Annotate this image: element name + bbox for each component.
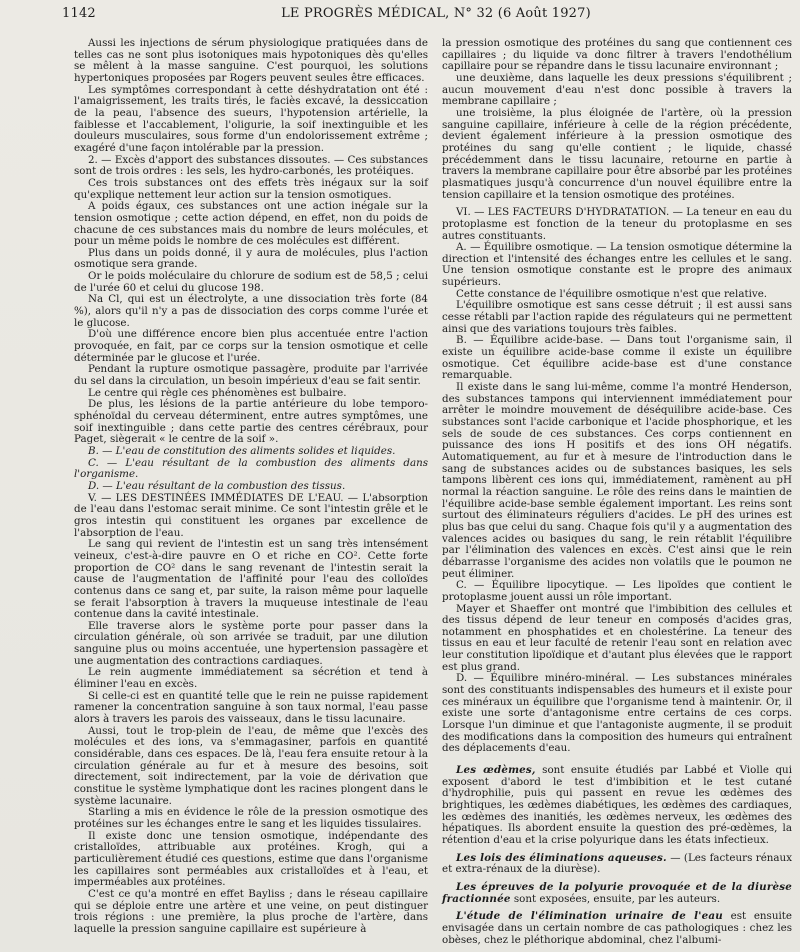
paragraph: Aussi, tout le trop-plein de l'eau, de même que l'excès des molécules et des ions, va s'emmagasiner, parfois en quantité considérable, dans ces espaces. De là, l'eau fera ensuite retour à la circulation générale au fur et à mesure des besoins, soit directement, soit indirectement, par la voie de dérivation que constitue le système lymphatique dont les racines plongent dans le système lacunaire. — [74, 724, 428, 807]
section-paragraph: V. — LES DESTINÉES IMMÉDIATES DE L'EAU. — L'absorption de l'eau dans l'estomac serait minime. Ce sont l'intestin grêle et le gros intestin qui constituent les organes par excellence de l'absorption de l'eau. — [74, 491, 428, 539]
running-title: LE PROGRÈS MÉDICAL, N° 32 (6 Août 1927) — [281, 6, 591, 21]
oedemes-paragraph — [442, 765, 792, 847]
paragraph: Starling a mis en évidence le rôle de la pression osmotique des protéines sur les échanges entre le sang et les liquides tissulaires. — [74, 806, 428, 830]
paragraph: Les symptômes correspondant à cette déshydratation ont été : l'amaigrissement, les traits tirés, le faciès excavé, la dessiccation de la peau, l'absence des sueurs, l'hypotension artérielle, la faiblesse et l'accablement, l'oligurie, la soif inextinguible et les douleurs musculaires, sous forme d'un endolorissement extrême ; exagéré d'une façon intolérable par la pression. — [74, 83, 428, 154]
paragraph: Le rein augmente immédiatement sa sécrétion et tend à éliminer l'eau en excès. — [74, 666, 428, 691]
epreuves-text: sont exposées, ensuite, par les auteurs. — [510, 892, 721, 905]
epreuves-paragraph — [442, 882, 792, 905]
paragraph: De plus, les lésions de la partie antérieure du lobe temporo-sphénoïdal du cerveau déterminent, entre autres symptômes, une soif inextinguible ; dans cette partie des centres cérébraux, pour Paget, siègerait « le centre de la soif ». — [74, 398, 428, 446]
paragraph: Le centre qui règle ces phénomènes est bulbaire. — [88, 386, 347, 399]
paragraph: Mayer et Shaeffer ont montré que l'imbibition des cellules et des tissus dépend de leur teneur en composés d'acides gras, notamment en phosphatides et en cholestérine. La teneur des tissus en eau et leur faculté de retenir l'eau sont en relation avec leur constitution lipoïdique et d'autant plus élevées que le rapport est plus grand. — [442, 602, 792, 673]
paragraph: Elle traverse alors le système porte pour passer dans la circulation générale, où son arrivée se traduit, par une dilution sanguine plus ou moins accentuée, une hypertension passagère et une augmentation des contractions cardiaques. — [74, 619, 428, 667]
paragraph: Il existe dans le sang lui-même, comme l'a montré Henderson, des substances tampons qui interviennent immédiatement pour arrêter le moindre mouvement de déséquilibre acide-base. Ces substances sont l'acide carbonique et l'acide phosphorique, et les sels de soude de ces substances. Ces corps contiennent en puissance des ions H positifs et des ions OH négatifs. Automatiquement, au fur et à mesure de l'introduction dans le sang de substances acides ou de substances basiques, les sels tampons libèrent ces ions qui, immédiatement, ramènent au pH normal la réaction sanguine. Le rôle des reins dans le maintien de l'équilibre acide-base semble également important. Les reins sont surtout des éliminateurs réguliers d'acides. Le pH des urines est plus bas que celui du sang. Chaque fois qu'il y a augmentation des valences acides ou basiques du sang, le rein rétablit l'équilibre par l'élimination des valences en excès. C'est ainsi que le rein débarrasse l'organisme des acides non volatils que le poumon ne peut éliminer. — [442, 381, 792, 580]
paragraph: D'où une différence encore bien plus accentuée entre l'action provoquée, en fait, par ce corps sur la tension osmotique et celle déterminée par le glucose et l'urée. — [74, 328, 428, 364]
paragraph: 2. — Excès d'apport des substances dissoutes. — Ces substances sont de trois ordres : les sels, les hydro-carbonés, les protéiques. — [74, 153, 428, 178]
paragraph: Plus dans un poids donné, il y aura de molécules, plus l'action osmotique sera grande. — [74, 246, 428, 271]
left-column — [74, 38, 428, 936]
paragraph: A poids égaux, ces substances ont une action inégale sur la tension osmotique ; cette action dépend, en effet, non du poids de chacune de ces substances mais du nombre de leurs molécules, et pour un même poids le nombre de ces molécules est différent. — [74, 200, 428, 248]
paragraph: Il existe donc une tension osmotique, indépendante des cristalloïdes, attribuable aux protéines. Krogh, qui a particulièrement étudié ces questions, estime que dans l'organisme les capillaires sont perméables aux cristalloïdes et à l'eau, et imperméables aux protéines. — [74, 829, 428, 889]
page-header — [62, 6, 790, 26]
paragraph: Ces trois substances ont des effets très inégaux sur la soif qu'explique nettement leur action sur la tension osmotiques. — [74, 176, 428, 201]
paragraph: Or le poids moléculaire du chlorure de sodium est de 58,5 ; celui de l'urée 60 et celui du glucose 198. — [74, 270, 428, 294]
paragraph: B. — Équilibre acide-base. — Dans tout l'organisme sain, il existe un équilibre acide-base comme il existe un équilibre osmotique. Cet équilibre acide-base est d'une constance remarquable. — [442, 334, 792, 382]
subsection-heading: D. — L'eau résultant de la combustion des tissus. — [88, 479, 346, 492]
lois-text: — (Les facteurs rénaux et extra-rénaux de la diurèse). — [442, 851, 793, 876]
page-number: 1142 — [62, 6, 96, 21]
paragraph: L'équilibre osmotique est sans cesse détruit ; il est aussi sans cesse rétabli par l'action rapide des régulateurs qui ne permettent ainsi que des variations toujours très faibles. — [442, 299, 792, 335]
paragraph: une deuxième, dans laquelle les deux pressions s'équilibrent ; aucun mouvement d'eau n'est donc possible à travers la membrane capillaire ; — [442, 71, 792, 108]
lois-heading: Les lois des éliminations aqueuses. — [456, 851, 667, 864]
paragraph: une troisième, la plus éloignée de l'artère, où la pression sanguine capillaire, inférieure à celle de la région précédente, devient également inférieure à la pression osmotique des protéines du sang qu'elle contient ; le liquide, chassé précédemment dans le tissu lacunaire, retourne en partie à travers la membrane capillaire pour être absorbé par les protéines plasmatiques jusqu'à concurrence d'un nouvel équilibre entre la tension capillaire et la tension osmotique des protéines. — [442, 106, 793, 201]
right-column — [442, 38, 792, 946]
etude-paragraph — [442, 911, 792, 946]
section-paragraph: VI. — LES FACTEURS D'HYDRATATION. — La teneur en eau du protoplasme est fonction de la teneur du protoplasme en ses autres constituants. — [442, 206, 792, 242]
paragraph: la pression osmotique des protéines du sang que contiennent ces capillaires ; du liquide va donc filtrer à travers l'endothélium capillaire pour se répandre dans le tissu lacunaire environnant ; — [442, 37, 792, 73]
etude-text: est ensuite envisagée dans un certain nombre de cas pathologiques : chez les obèses, chez le pléthorique abdominal, chez l'albumi- — [442, 910, 792, 946]
paragraph: Cette constance de l'équilibre osmotique n'est que relative. — [456, 287, 768, 300]
paragraph: Na Cl, qui est un électrolyte, a une dissociation très forte (84 %), alors qu'il n'y a pas de dissociation des corps comme l'urée et le glucose. — [74, 293, 428, 329]
etude-heading: L'étude de l'élimination urinaire de l'eau — [456, 910, 723, 923]
paragraph: D. — Équilibre minéro-minéral. — Les substances minérales sont des constituants indispensables des humeurs et il existe pour ces minéraux un équilibre que l'organisme tend à maintenir. Or, il existe une sorte d'antagonisme entre certains de ces corps. Lorsque l'un diminue et que l'antagoniste augmente, il se produit des modifications dans la composition des humeurs qui entraînent des déplacements d'eau. — [442, 672, 792, 755]
paragraph: C. — Équilibre lipocytique. — Les lipoïdes que contient le protoplasme jouent aussi un rôle important. — [442, 579, 792, 603]
subsection-heading: C. — L'eau résultant de la combustion des aliments dans l'organisme. — [74, 456, 428, 481]
paragraph: Aussi les injections de sérum physiologique pratiquées dans de telles cas ne sont plus isotoniques mais hypotoniques dès qu'elles se mêlent à la masse sanguine. C'est pourquoi, les solutions hypertoniques proposées par Rogers peuvent seules être efficaces. — [74, 37, 428, 84]
lois-paragraph — [442, 853, 792, 876]
oedemes-heading: Les œdèmes, — [456, 764, 536, 777]
paragraph: A. — Équilibre osmotique. — La tension osmotique détermine la direction et l'intensité des échanges entre les cellules et le sang. Une tension osmotique constante est le propre des animaux supérieurs. — [442, 241, 792, 289]
oedemes-text: sont ensuite étudiés par Labbé et Violle qui exposent d'abord le test d'imbibition et le test cutané d'hydrophilie, puis qui passent en revue les œdèmes des brightiques, les œdèmes diabétiques, les œdèmes des cardiaques, les œdèmes des inanitiés, les œdèmes nerveux, les œdèmes des hépatiques. Ils abordent ensuite la question des pré-œdèmes, la rétention d'eau et la crise polyurique dans les états infectieux. — [442, 764, 792, 846]
paragraph: Le sang qui revient de l'intestin est un sang très intensément veineux, c'est-à-dire pauvre en O et riche en CO². Cette forte proportion de CO² dans le sang revenant de l'intestin serait la cause de l'augmentation de l'affinité pour l'eau des colloïdes contenus dans ce sang et, par suite, la raison même pour laquelle se ferait l'absorption à travers la muqueuse intestinale de l'eau contenue dans la cavité intestinale. — [74, 538, 428, 621]
paragraph: Pendant la rupture osmotique passagère, produite par l'arrivée du sel dans la circulation, un besoin impérieux d'eau se fait sentir. — [74, 363, 428, 388]
paragraph: Si celle-ci est en quantité telle que le rein ne puisse rapidement ramener la concentration sanguine à son taux normal, l'eau passe alors à travers les parois des vaisseaux, dans le tissu lacunaire. — [74, 689, 428, 726]
paragraph: C'est ce qu'a montré en effet Bayliss ; dans le réseau capillaire qui se déploie entre une artère et une veine, on peut distinguer trois régions : une première, la plus proche de l'artère, dans laquelle la pression sanguine capillaire est supérieure à — [74, 887, 428, 935]
epreuves-heading: Les épreuves de la polyurie provoquée et de la diurèse fractionnée — [442, 880, 792, 905]
subsection-heading: B. — L'eau de constitution des aliments solides et liquides. — [88, 444, 396, 457]
